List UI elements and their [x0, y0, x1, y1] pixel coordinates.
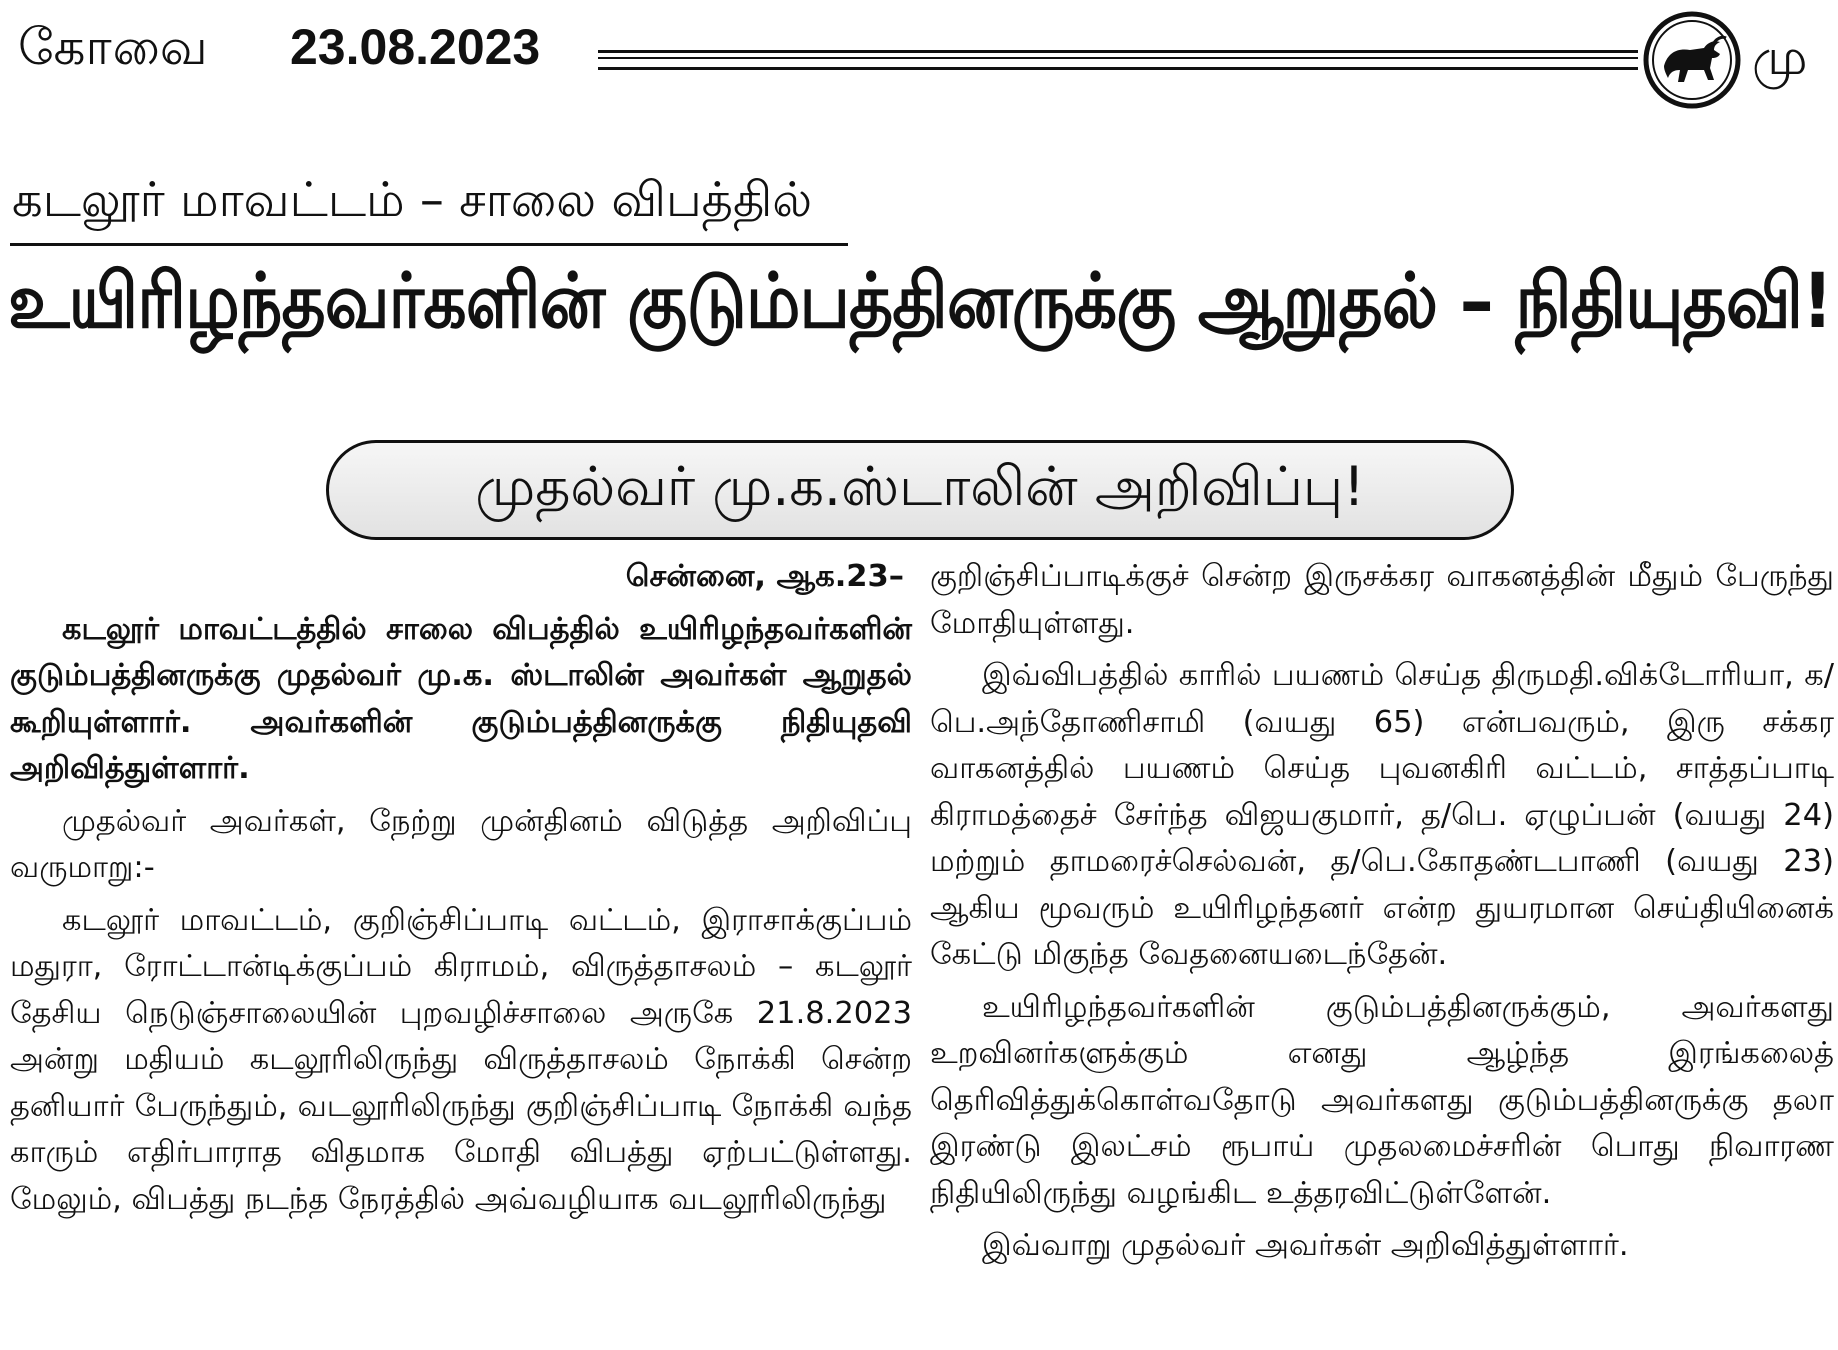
bull-logo-icon: [1642, 10, 1742, 110]
masthead: [0, 0, 1838, 120]
article-column-right: [930, 554, 1834, 1276]
body-paragraph: முதல்வர் அவர்கள், நேற்று முன்தினம் விடுத்த அறிவிப்பு வருமாறு:-: [10, 803, 912, 885]
article-kicker: கடலூர் மாவட்டம் – சாலை விபத்தில்: [12, 172, 813, 228]
edition-date: 23.08.2023: [290, 19, 541, 75]
kicker-underline: [10, 243, 848, 246]
article-column-left: [10, 554, 912, 1229]
article-subhead: முதல்வர் மு.க.ஸ்டாலின் அறிவிப்பு!: [475, 454, 1365, 518]
body-paragraph: குறிஞ்சிப்பாடிக்குச் சென்ற இருசக்கர வாகனத்தின் மீதும் பேருந்து மோதியுள்ளது.: [930, 559, 1834, 641]
paper-name-partial: மு: [1752, 28, 1808, 86]
body-paragraph: இவ்விபத்தில் காரில் பயணம் செய்த திருமதி.விக்டோரியா, க/பெ.அந்தோணிசாமி (வயது 65) என்பவரும், இரு சக்கர வாகனத்தில் பயணம் செய்த புவனகிரி வட்டம், சாத்தப்பாடி கிராமத்தைச் சேர்ந்த விஜயகுமார், த/பெ. ஏழுப்பன் (வயது 24) மற்றும் தாமரைச்செல்வன், த/பெ.கோதண்டபாணி (வயது 23) ஆகிய மூவரும் உயிரிழந்தனர் என்ற துயரமான செய்தியினைக் கேட்டு மிகுந்த வேதனையடைந்தேன்.: [930, 658, 1834, 972]
edition-city: கோவை: [18, 18, 209, 76]
body-paragraph: கடலூர் மாவட்டம், குறிஞ்சிப்பாடி வட்டம், இராசாக்குப்பம் மதுரா, ரோட்டான்டிக்குப்பம் கிராமம், விருத்தாசலம் – கடலூர் தேசிய நெடுஞ்சாலையின் புறவழிச்சாலை அருகே 21.8.2023 அன்று மதியம் கடலூரிலிருந்து விருத்தாசலம் நோக்கி சென்ற தனியார் பேருந்தும், வடலூரிலிருந்து குறிஞ்சிப்பாடி நோக்கி வந்த காரும் எதிர்பாராத விதமாக மோதி விபத்து ஏற்பட்டுள்ளது. மேலும், விபத்து நடந்த நேரத்தில் அவ்வழியாக வடலூரிலிருந்து: [10, 902, 912, 1217]
masthead-rule: [598, 50, 1638, 70]
body-paragraph: உயிரிழந்தவர்களின் குடும்பத்தினருக்கும், அவர்களது உறவினர்களுக்கும் எனது ஆழ்ந்த இரங்கலைத் தெரிவித்துக்கொள்வதோடு அவர்களது குடும்பத்தினருக்கு தலா இரண்டு இலட்சம் ரூபாய் முதலமைச்சரின் பொது நிவாரண நிதியிலிருந்து வழங்கிட உத்தரவிட்டுள்ளேன்.: [930, 989, 1834, 1211]
closing-paragraph: இவ்வாறு முதல்வர் அவர்கள் அறிவித்துள்ளார்.: [982, 1228, 1629, 1263]
lead-paragraph: கடலூர் மாவட்டத்தில் சாலை விபத்தில் உயிரிழந்தவர்களின் குடும்பத்தினருக்கு முதல்வர் மு.க. ஸ்டாலின் அவர்கள் ஆறுதல் கூறியுள்ளார். அவர்களின் குடும்பத்தினருக்கு நிதியுதவி அறிவித்துள்ளார்.: [10, 611, 912, 786]
article-headline: உயிரிழந்தவர்களின் குடும்பத்தினருக்கு ஆறுதல் – நிதியுதவி!: [8, 256, 1833, 345]
dateline: சென்னை, ஆக.23–: [625, 559, 904, 594]
subhead-box: [326, 440, 1514, 540]
